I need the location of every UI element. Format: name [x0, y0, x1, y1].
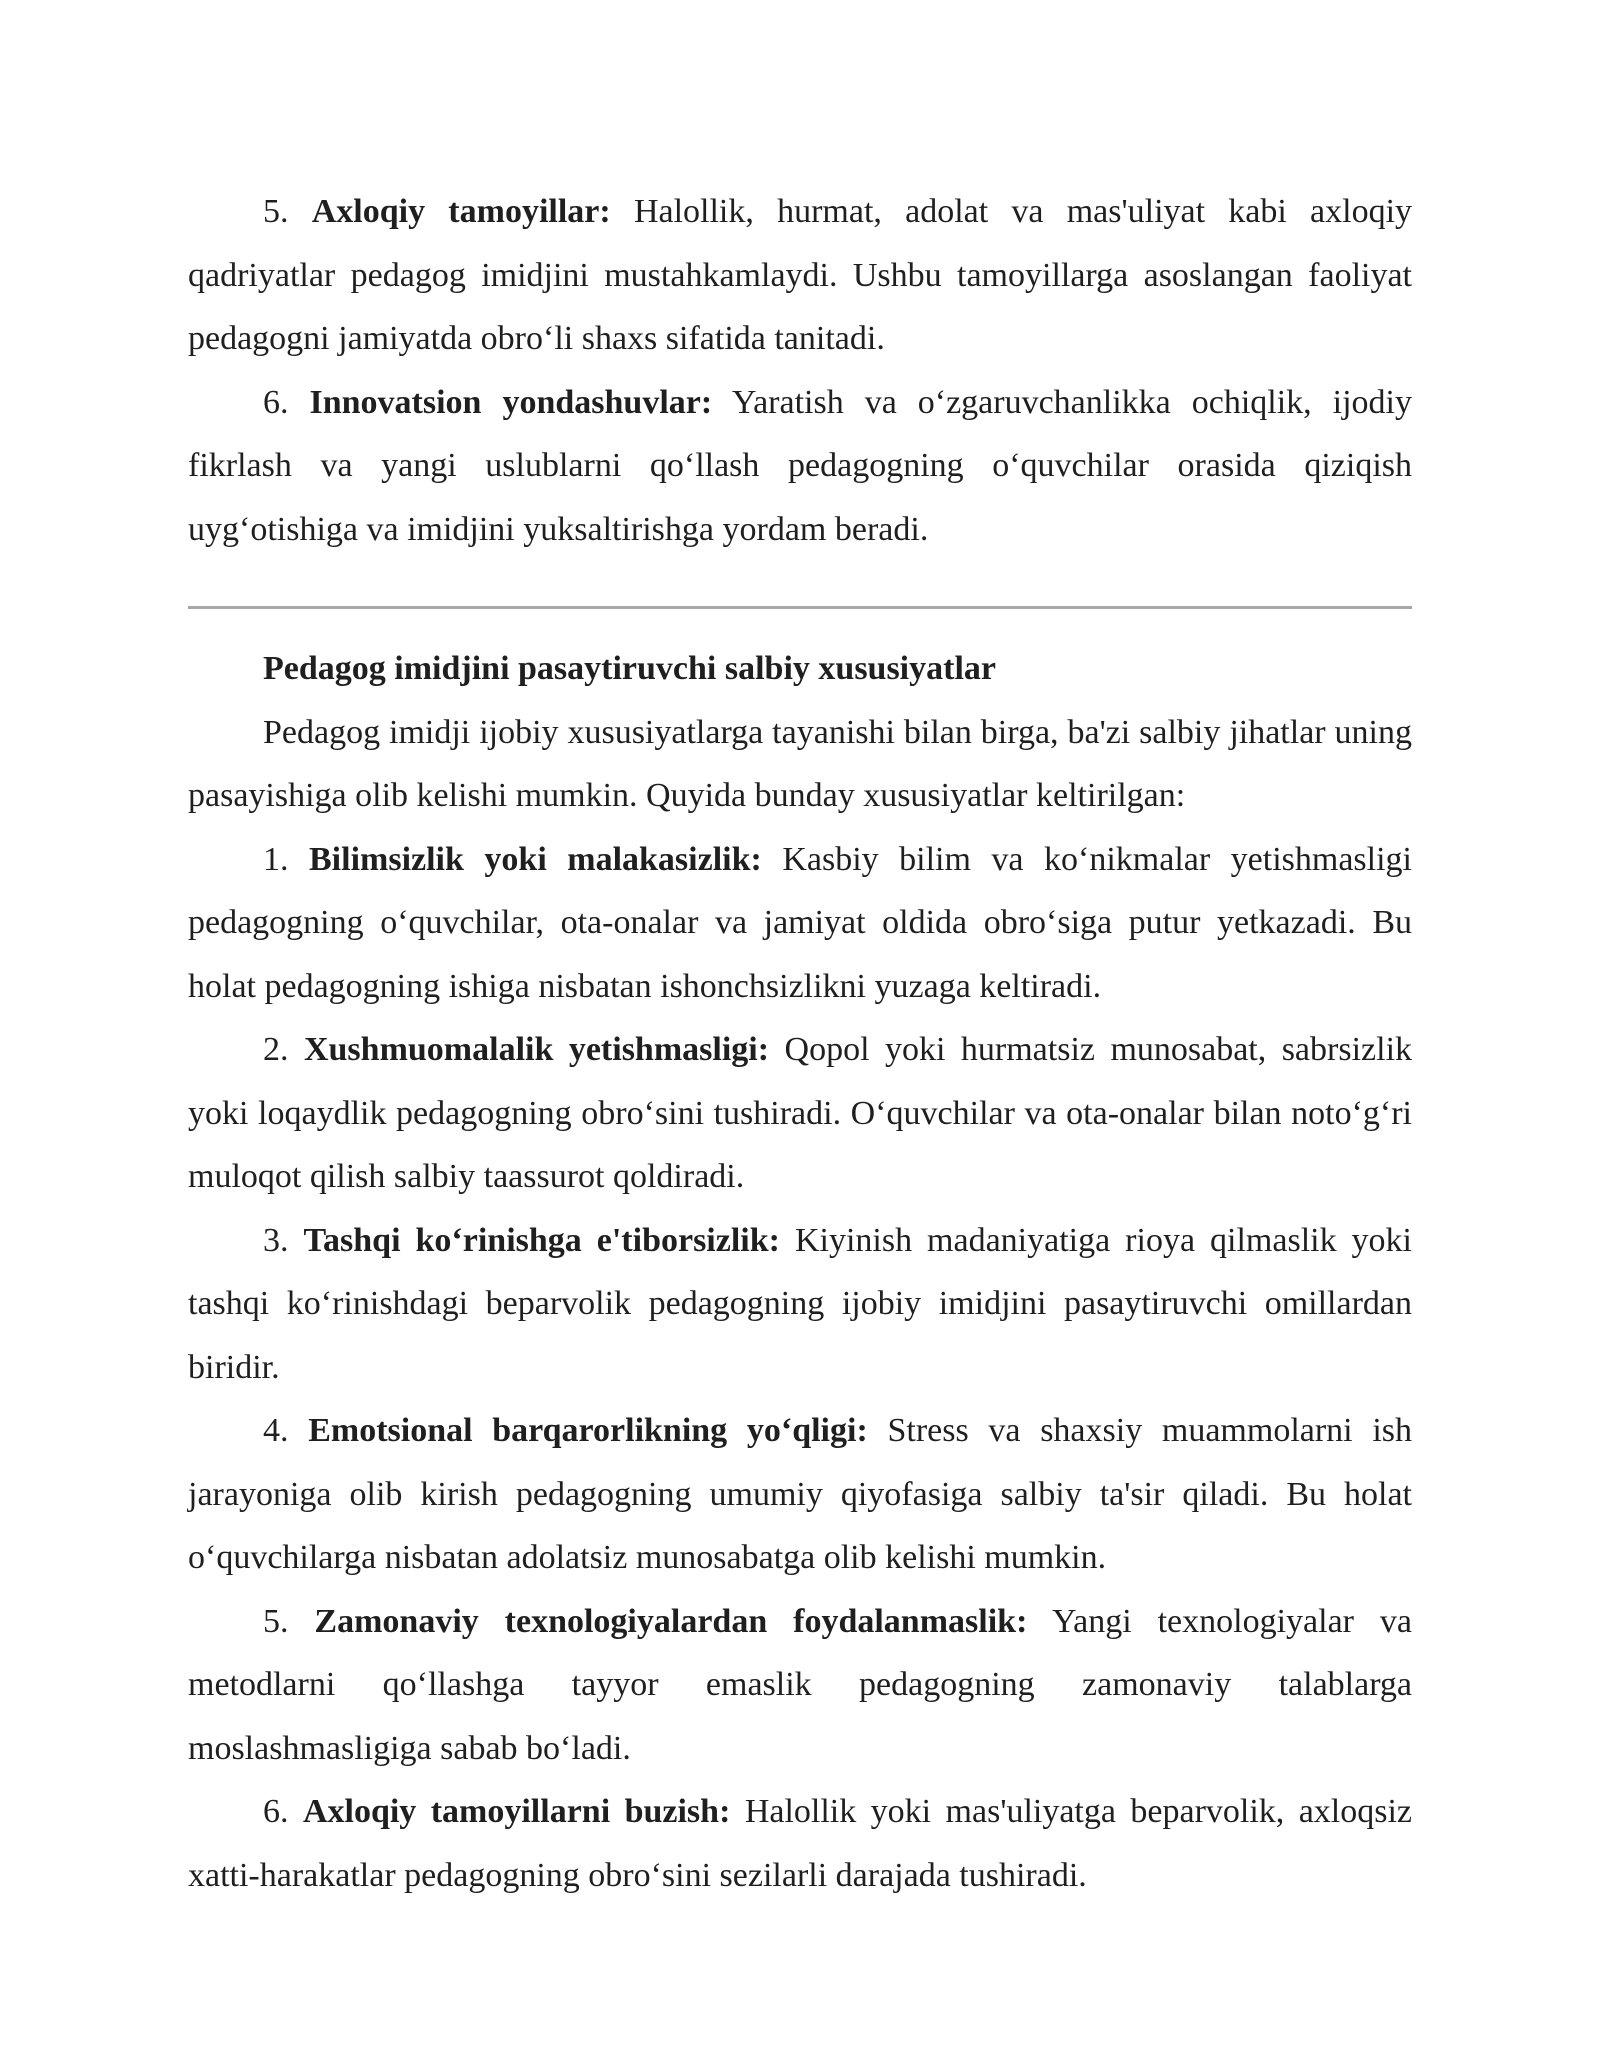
document-page — [188, 180, 1412, 1907]
item-term: Tashqi ko‘rinishga e'tiborsizlik: — [303, 1221, 780, 1259]
list-item — [188, 1209, 1412, 1400]
item-number: 6. — [263, 383, 289, 421]
item-term: Emotsional barqarorlikning yo‘qligi: — [308, 1412, 868, 1449]
item-number: 1. — [263, 840, 289, 878]
item-text: Qopol yoki hurmatsiz munosabat, sabrsizlik yoki loqaydlik pedagogning obro‘sini tushiradi. O‘quvchilar va ota-onalar bilan noto‘g‘ri muloqot qilish salbiy taassurot qoldiradi. — [188, 1031, 1413, 1195]
item-text: Kasbiy bilim va ko‘nikmalar yetishmasligi pedagogning o‘quvchilar, ota-onalar va jamiyat oldida obro‘siga putur yetkazadi. Bu holat pedagogning ishiga nisbatan ishonchsizlikni yuzaga keltiradi. — [188, 840, 1412, 1005]
list-item — [188, 828, 1412, 1019]
item-term: Xushmuomalalik yetishmasligi: — [303, 1031, 770, 1068]
section-intro: Pedagog imidji ijobiy xususiyatlarga tayanishi bilan birga, ba'zi salbiy jihatlar uning pasayishiga olib kelishi mumkin. Quyida bunday xususiyatlar keltirilgan: — [188, 713, 1412, 814]
section-divider — [188, 606, 1412, 609]
item-number: 4. — [263, 1412, 289, 1449]
item-text: Kiyinish madaniyatiga rioya qilmaslik yoki tashqi ko‘rinishdagi beparvolik pedagogning ijobiy imidjini pasaytiruvchi omillardan biridir. — [188, 1221, 1413, 1386]
item-term: Axloqiy tamoyillarni buzish: — [302, 1793, 731, 1830]
item-term: Axloqiy tamoyillar: — [311, 193, 611, 230]
list-item — [188, 180, 1412, 371]
item-term: Innovatsion yondashuvlar: — [309, 383, 713, 421]
item-text: Yangi texnologiyalar va metodlarni qo‘llashga tayyor emaslik pedagogning zamonaviy talablarga moslashmasligiga sabab bo‘ladi. — [188, 1602, 1412, 1767]
item-text: Halollik, hurmat, adolat va mas'uliyat kabi axloqiy qadriyatlar pedagog imidjini mustahkamlaydi. Ushbu tamoyillarga asoslangan faoliyat pedagogni jamiyatda obro‘li shaxs sifatida tanitadi. — [188, 193, 1413, 357]
item-number: 5. — [263, 1602, 289, 1640]
list-item — [188, 1399, 1412, 1590]
item-number: 3. — [263, 1221, 289, 1259]
list-item — [188, 1590, 1412, 1781]
list-item — [188, 1780, 1412, 1907]
item-term: Bilimsizlik yoki malakasizlik: — [309, 840, 762, 878]
item-text: Yaratish va o‘zgaruvchanlikka ochiqlik, ijodiy fikrlash va yangi uslublarni qo‘llash pedagogning o‘quvchilar orasida qiziqish uyg‘otishiga va imidjini yuksaltirishga yordam beradi. — [188, 383, 1413, 548]
item-number: 2. — [263, 1031, 289, 1068]
item-number: 5. — [263, 193, 289, 230]
list-item — [188, 371, 1412, 562]
item-text: Halollik yoki mas'uliyatga beparvolik, axloqsiz xatti-harakatlar pedagogning obro‘sini sezilarli darajada tushiradi. — [188, 1793, 1413, 1894]
item-term: Zamonaviy texnologiyalardan foydalanmaslik: — [314, 1602, 1028, 1640]
section-heading: Pedagog imidjini pasaytiruvchi salbiy xususiyatlar — [263, 650, 996, 687]
item-text: Stress va shaxsiy muammolarni ish jarayoniga olib kirish pedagogning umumiy qiyofasiga salbiy ta'sir qiladi. Bu holat o‘quvchilarga nisbatan adolatsiz munosabatga olib kelishi mumkin. — [188, 1412, 1413, 1576]
list-item — [188, 1018, 1412, 1209]
item-number: 6. — [263, 1793, 289, 1830]
